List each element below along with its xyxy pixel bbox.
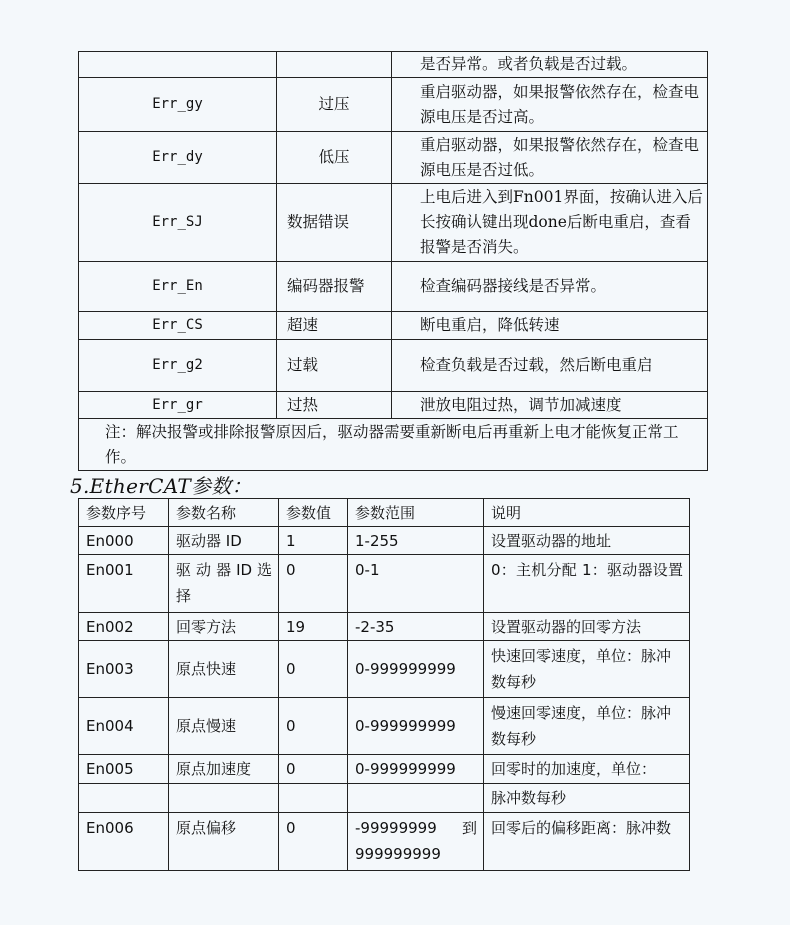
param-value-cell: 0 (279, 755, 348, 784)
param-range-cell: -99999999 到 999999999 (348, 813, 484, 871)
error-solution-cell: 重启驱动器，如果报警依然存在，检查电源电压是否过高。 (392, 78, 708, 132)
param-desc-cell: 设置驱动器的回零方法 (484, 613, 690, 641)
param-range-cell (348, 784, 484, 813)
error-code-cell: Err_dy (79, 132, 277, 184)
param-id-cell (79, 784, 169, 813)
error-name-cell: 过载 (277, 340, 392, 392)
param-desc-cell: 设置驱动器的地址 (484, 527, 690, 555)
param-range-cell: 0-999999999 (348, 641, 484, 698)
param-desc-cell: 0：主机分配 1：驱动器设置 (484, 555, 690, 613)
param-range-cell: 1-255 (348, 527, 484, 555)
param-value-cell: 0 (279, 555, 348, 613)
param-name-cell: 原点快速 (169, 641, 279, 698)
param-name-cell: 驱动器 ID (169, 527, 279, 555)
table-row (79, 527, 690, 555)
error-solution-cell: 泄放电阻过热，调节加减速度 (392, 392, 708, 419)
error-name-cell: 过压 (277, 78, 392, 132)
table-row (79, 132, 708, 184)
error-code-cell: Err_gy (79, 78, 277, 132)
table-header-row (79, 499, 690, 527)
param-range-cell: 0-999999999 (348, 698, 484, 755)
table-row (79, 312, 708, 340)
table-row (79, 698, 690, 755)
param-desc-cell: 回零后的偏移距离：脉冲数 (484, 813, 690, 871)
table-row (79, 52, 708, 78)
table-row (79, 813, 690, 871)
table-row (79, 78, 708, 132)
table-row (79, 613, 690, 641)
param-id-cell: En000 (79, 527, 169, 555)
error-code-cell (79, 52, 277, 78)
param-range-cell: -2-35 (348, 613, 484, 641)
param-id-cell: En001 (79, 555, 169, 613)
error-code-cell: Err_CS (79, 312, 277, 340)
header-param-desc: 说明 (484, 499, 690, 527)
param-name-cell: 回零方法 (169, 613, 279, 641)
error-code-table (78, 51, 708, 471)
error-name-cell: 过热 (277, 392, 392, 419)
param-range-cell: 0-1 (348, 555, 484, 613)
table-row (79, 641, 690, 698)
table-row (79, 755, 690, 784)
header-param-value: 参数值 (279, 499, 348, 527)
table-row (79, 262, 708, 312)
table-row (79, 340, 708, 392)
error-name-cell: 低压 (277, 132, 392, 184)
section-title: 5.EtherCAT参数： (70, 474, 252, 498)
param-value-cell: 0 (279, 698, 348, 755)
param-value-cell: 1 (279, 527, 348, 555)
error-code-cell: Err_En (79, 262, 277, 312)
error-code-cell: Err_g2 (79, 340, 277, 392)
param-name-cell: 原点加速度 (169, 755, 279, 784)
error-name-cell (277, 52, 392, 78)
param-desc-cell: 脉冲数每秒 (484, 784, 690, 813)
error-solution-cell: 断电重启，降低转速 (392, 312, 708, 340)
param-range-cell: 0-999999999 (348, 755, 484, 784)
param-name-cell: 原点偏移 (169, 813, 279, 871)
table-row (79, 392, 708, 419)
header-param-range: 参数范围 (348, 499, 484, 527)
error-solution-cell: 检查编码器接线是否异常。 (392, 262, 708, 312)
param-value-cell: 19 (279, 613, 348, 641)
param-desc-cell: 回零时的加速度，单位： (484, 755, 690, 784)
param-desc-cell: 快速回零速度，单位：脉冲数每秒 (484, 641, 690, 698)
error-name-cell: 超速 (277, 312, 392, 340)
error-solution-cell: 重启驱动器，如果报警依然存在，检查电源电压是否过低。 (392, 132, 708, 184)
param-desc-cell: 慢速回零速度，单位：脉冲数每秒 (484, 698, 690, 755)
table-row (79, 184, 708, 262)
param-id-cell: En006 (79, 813, 169, 871)
table-row (79, 419, 708, 471)
param-value-cell: 0 (279, 641, 348, 698)
error-code-cell: Err_gr (79, 392, 277, 419)
error-code-cell: Err_SJ (79, 184, 277, 262)
error-name-cell: 数据错误 (277, 184, 392, 262)
error-table-note: 注：解决报警或排除报警原因后，驱动器需要重新断电后再重新上电才能恢复正常工作。 (79, 419, 708, 471)
param-id-cell: En002 (79, 613, 169, 641)
param-id-cell: En005 (79, 755, 169, 784)
header-param-id: 参数序号 (79, 499, 169, 527)
error-name-cell: 编码器报警 (277, 262, 392, 312)
param-name-cell: 原点慢速 (169, 698, 279, 755)
param-value-cell (279, 784, 348, 813)
param-id-cell: En003 (79, 641, 169, 698)
param-name-cell (169, 784, 279, 813)
table-row (79, 555, 690, 613)
param-value-cell: 0 (279, 813, 348, 871)
ethercat-param-table (78, 498, 690, 871)
error-solution-cell: 是否异常。或者负载是否过载。 (392, 52, 708, 78)
header-param-name: 参数名称 (169, 499, 279, 527)
param-name-cell: 驱 动 器 ID 选择 (169, 555, 279, 613)
table-row (79, 784, 690, 813)
error-solution-cell: 检查负载是否过载，然后断电重启 (392, 340, 708, 392)
param-id-cell: En004 (79, 698, 169, 755)
error-solution-cell: 上电后进入到Fn001界面，按确认进入后长按确认键出现done后断电重启，查看报警是否消失。 (392, 184, 708, 262)
